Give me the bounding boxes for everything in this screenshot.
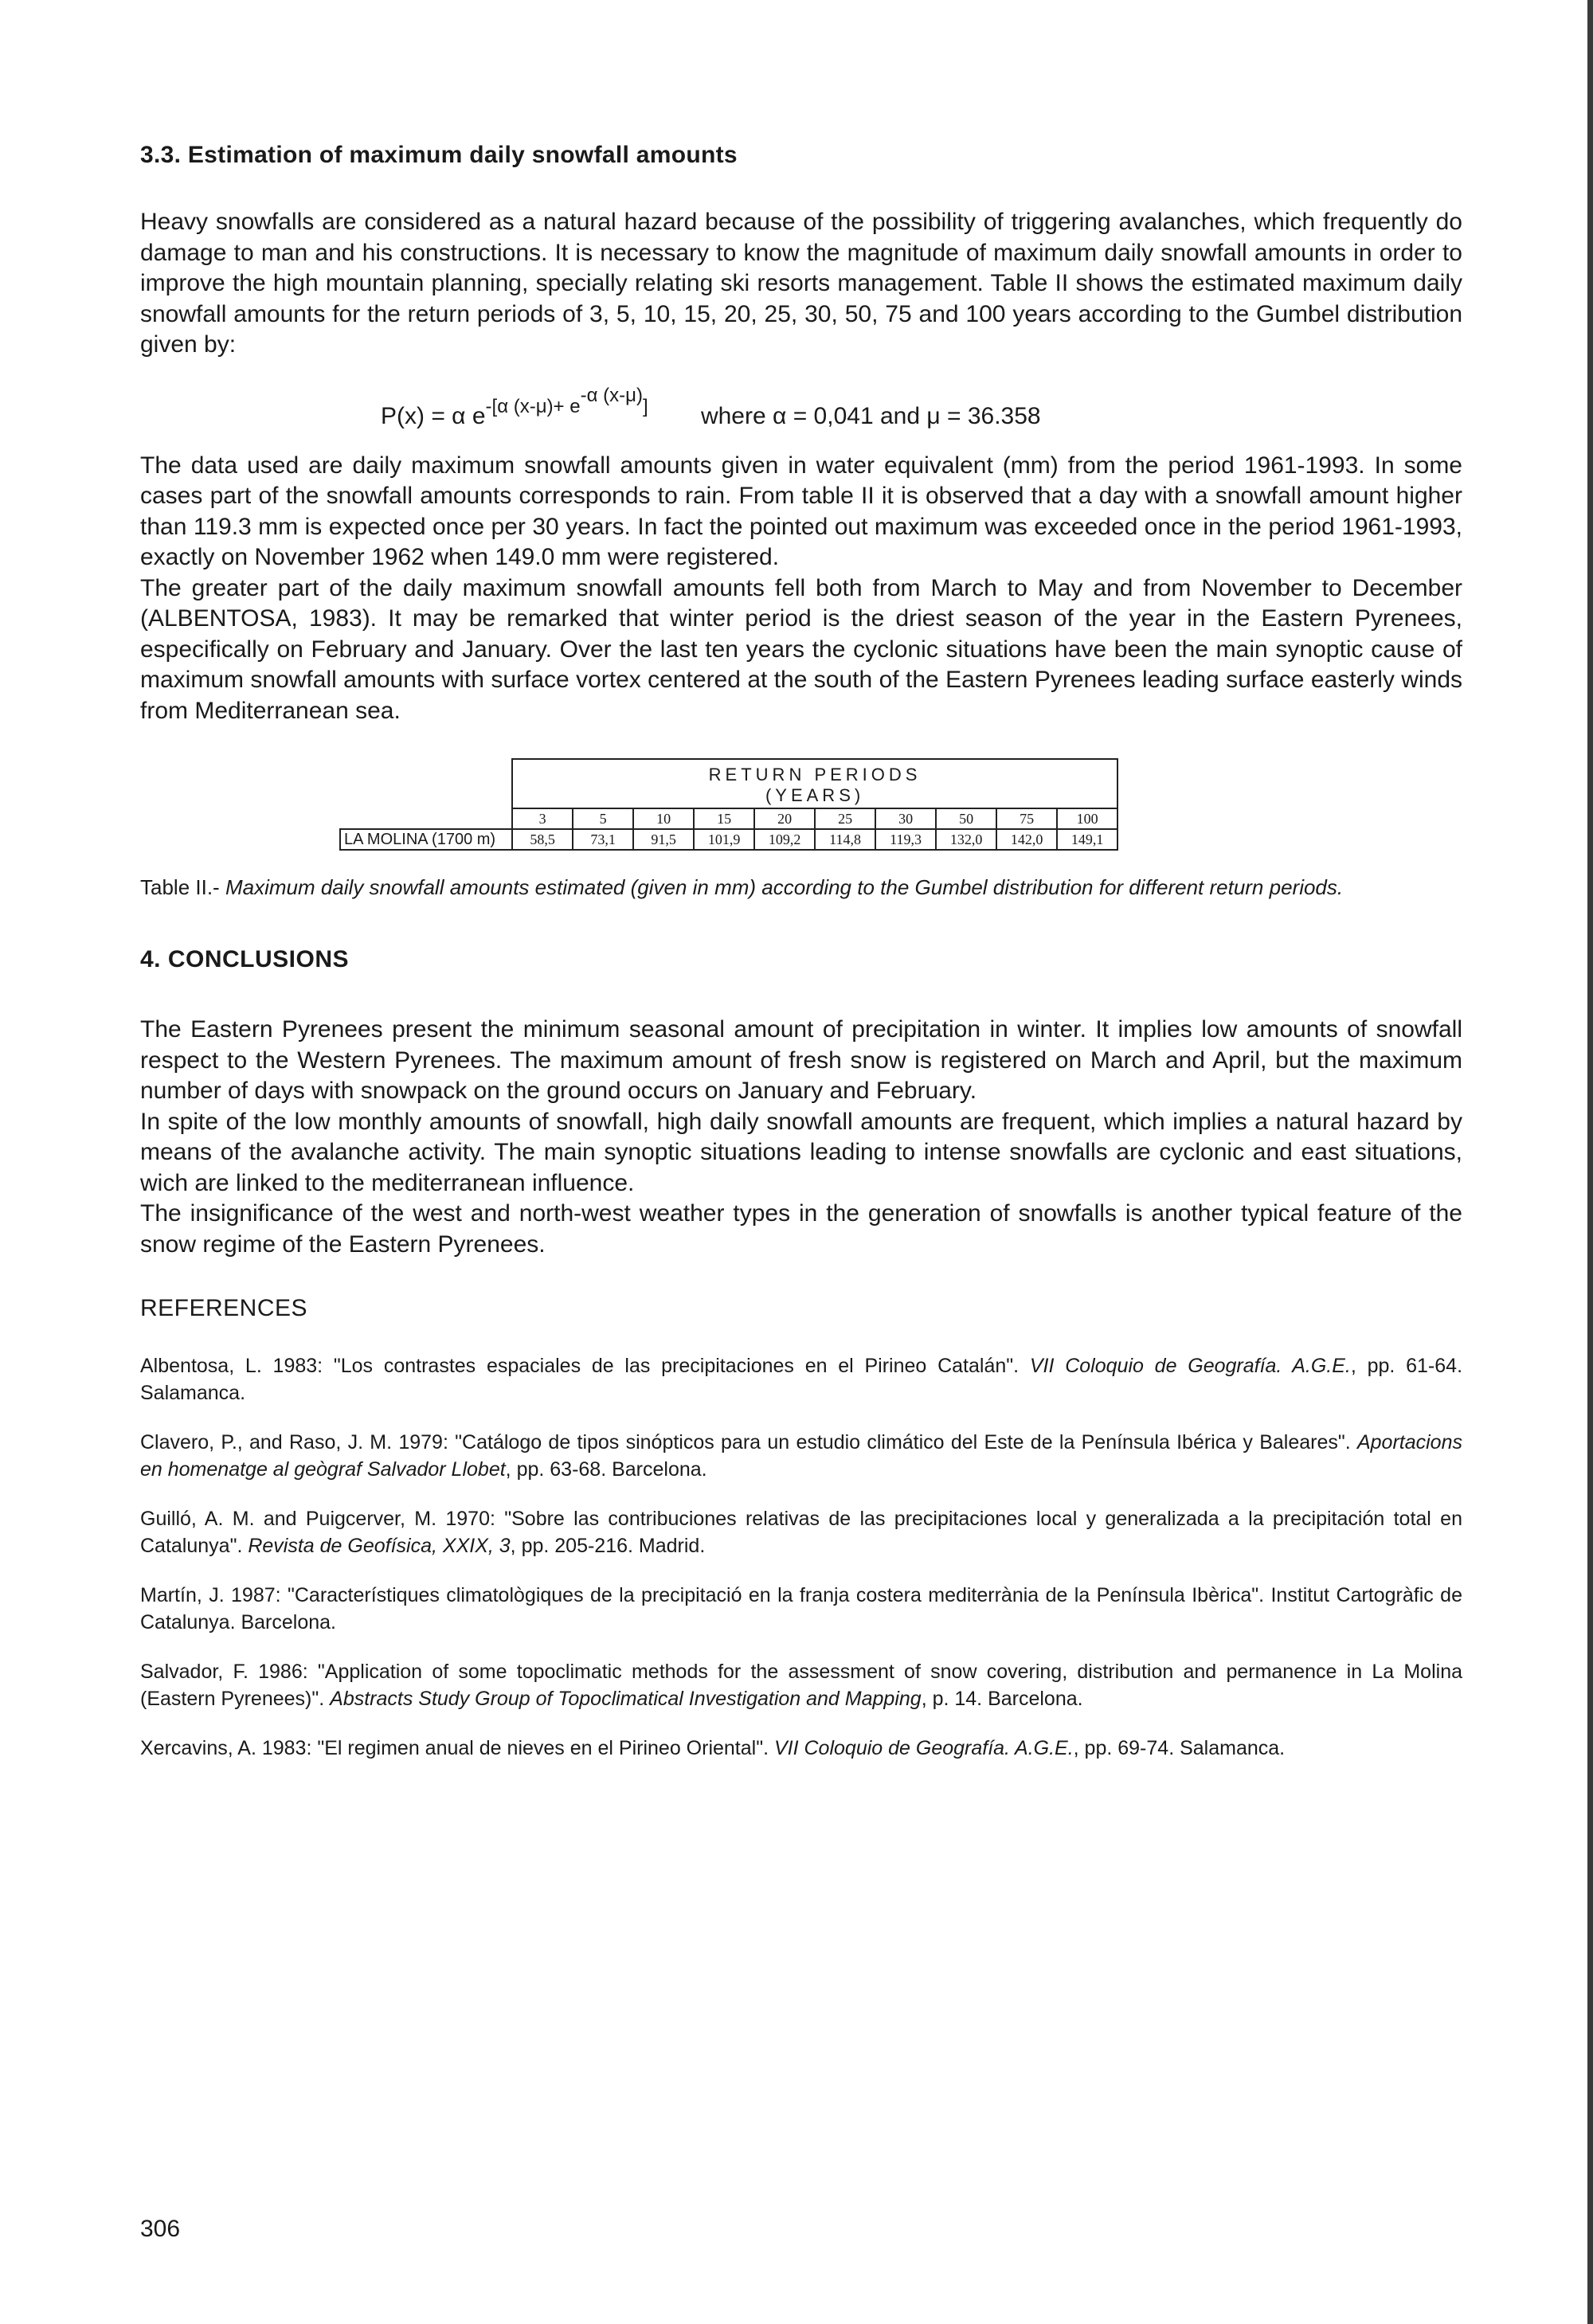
value-cell: 109,2 [754, 829, 815, 850]
reference-item: Guilló, A. M. and Puigcerver, M. 1970: "Sobre las contribuciones relativas de las precipitaciones local y generalizada a la precipitación total en Catalunya". Revista de Geofísica, XXIX, 3, pp. 205-216. Madrid. [140, 1508, 1462, 1557]
value-row [340, 829, 1117, 850]
paragraph: The Eastern Pyrenees present the minimum seasonal amount of precipitation in winter. It implies low amounts of snowfall respect to the Western Pyrenees. The maximum amount of fresh snow is registered on March and April, but the maximum number of days with snowpack on the ground occurs on January and February. [140, 1016, 1462, 1104]
reference-list [140, 1352, 1462, 1762]
formula-where: where [700, 402, 766, 429]
page-content [140, 142, 1462, 1784]
section-heading-references: REFERENCES [140, 1295, 308, 1321]
paragraph: In spite of the low monthly amounts of snowfall, high daily snowfall amounts are frequent, which implies a natural hazard by means of the avalanche activity. The main synoptic situations leading to intense snowfalls are cyclonic and east situations, wich are linked to the mediterranean influence. [140, 1108, 1462, 1196]
period-cell: 25 [815, 808, 875, 829]
page-edge [1587, 0, 1593, 2324]
period-cell: 15 [694, 808, 754, 829]
value-cell: 101,9 [694, 829, 754, 850]
formula-lhs: P(x) = α e [381, 402, 486, 429]
value-cell: 73,1 [573, 829, 633, 850]
reference-item: Clavero, P., and Raso, J. M. 1979: "Catálogo de tipos sinópticos para un estudio climático del Este de la Península Ibérica y Baleares". Aportacions en homenatge al geògraf Salvador Llobet, pp. 63-68. Barcelona. [140, 1431, 1462, 1481]
reference-item: Salvador, F. 1986: "Application of some topoclimatic methods for the assessment of snow covering, distribution and permanence in La Molina (Eastern Pyrenees)". Abstracts Study Group of Topoclimatical Investigation and Mapping, p. 14. Barcelona. [140, 1661, 1462, 1710]
formula-and: and [879, 402, 921, 429]
value-cell: 91,5 [633, 829, 694, 850]
station-name: LA MOLINA (1700 m) [340, 829, 512, 850]
page-number: 306 [140, 2216, 181, 2242]
period-row [340, 808, 1117, 829]
paragraph: The data used are daily maximum snowfall amounts given in water equivalent (mm) from the period 1961-1993. In some cases part of the snowfall amounts corresponds to rain. From table II it is observed that a day with a snowfall amount higher than 119.3 mm is expected once per 30 years. In fact the pointed out maximum was exceeded once in the period 1961-1993, exactly on November 1962 when 149.0 mm were registered. [140, 452, 1462, 570]
value-cell: 58,5 [512, 829, 573, 850]
period-cell: 10 [633, 808, 694, 829]
section-heading-3-3: 3.3. Estimation of maximum daily snowfall amounts [140, 142, 738, 168]
reference-item: Xercavins, A. 1983: "El regimen anual de nieves en el Pirineo Oriental". VII Coloquio de Geografía. A.G.E., pp. 69-74. Salamanca. [140, 1737, 1286, 1759]
reference-item: Albentosa, L. 1983: "Los contrastes espaciales de las precipitaciones en el Pirineo Catalán". VII Coloquio de Geografía. A.G.E., pp. 61-64. Salamanca. [140, 1355, 1463, 1404]
period-cell: 5 [573, 808, 633, 829]
paragraph: Heavy snowfalls are considered as a natural hazard because of the possibility of triggering avalanches, which frequently do damage to man and his constructions. It is necessary to know the magnitude of maximum daily snowfall amounts in order to improve the high mountain planning, specially relating ski resorts management. Table II shows the estimated maximum daily snowfall amounts for the return periods of 3, 5, 10, 15, 20, 25, 30, 50, 75 and 100 years according to the Gumbel distribution given by: [140, 209, 1462, 358]
period-cell: 3 [512, 808, 573, 829]
snowfall-table [339, 758, 1118, 851]
table-caption: Table II.- Maximum daily snowfall amounts estimated (given in mm) according to the Gumbel distribution for different return periods. [140, 875, 1344, 899]
value-cell: 114,8 [815, 829, 875, 850]
period-cell: 75 [996, 808, 1057, 829]
period-cell: 100 [1057, 808, 1117, 829]
mu-value: μ = 36.358 [926, 402, 1041, 429]
period-cell: 30 [875, 808, 936, 829]
alpha-value: α = 0,041 [773, 402, 874, 429]
value-cell: 119,3 [875, 829, 936, 850]
value-cell: 142,0 [996, 829, 1057, 850]
value-cell: 149,1 [1057, 829, 1117, 850]
reference-item: Martín, J. 1987: "Característiques climatològiques de la precipitació en la franja costera mediterrània de la Península Ibèrica". Institut Cartogràfic de Catalunya. Barcelona. [140, 1584, 1462, 1633]
period-cell: 50 [936, 808, 996, 829]
paragraph: The insignificance of the west and north-west weather types in the generation of snowfalls is another typical feature of the snow regime of the Eastern Pyrenees. [140, 1200, 1462, 1258]
paragraph: The greater part of the daily maximum snowfall amounts fell both from March to May and from November to December (ALBENTOSA, 1983). It may be remarked that winter period is the driest season of the year in the Eastern Pyrenees, especifically on February and January. Over the last ten years the cyclonic situations have been the main synoptic cause of maximum snowfall amounts with surface vortex centered at the south of the Eastern Pyrenees leading surface easterly winds from Mediterranean sea. [140, 574, 1462, 724]
table-title: RETURN PERIODS (YEARS) [512, 759, 1117, 808]
formula-exponent: -[α (x-μ)+ e-α (x-μ)] [485, 384, 648, 417]
value-cell: 132,0 [936, 829, 996, 850]
section-heading-conclusions: 4. CONCLUSIONS [140, 946, 350, 972]
gumbel-formula [381, 385, 1462, 430]
period-cell: 20 [754, 808, 815, 829]
